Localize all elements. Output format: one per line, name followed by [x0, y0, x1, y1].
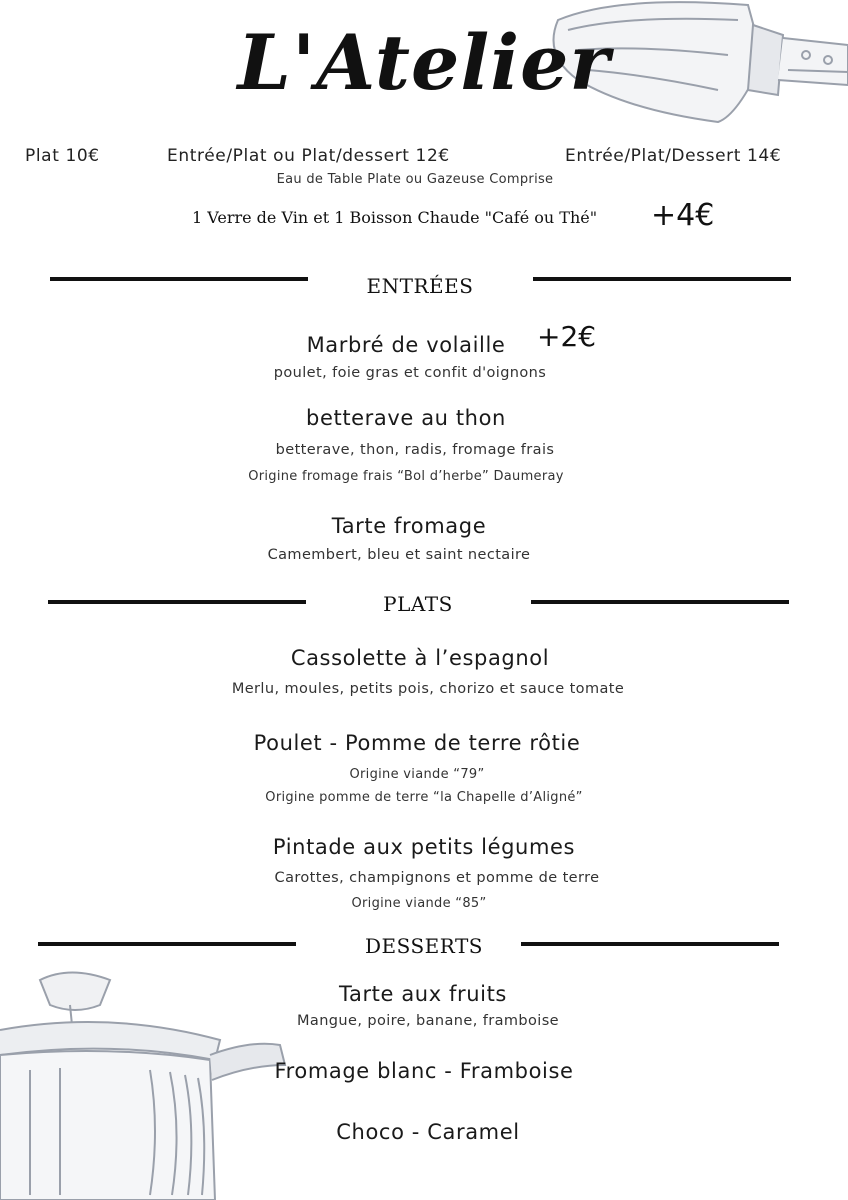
dish-origin: Origine fromage frais “Bol d’herbe” Daumeray — [248, 469, 564, 484]
dish-origin: Origine viande “85” — [351, 896, 487, 911]
section-title-plats: PLATS — [383, 592, 453, 616]
formula-plat-price: Plat 10€ — [25, 146, 100, 166]
dish-name: Choco - Caramel — [336, 1120, 520, 1144]
formula-three-course-price: Entrée/Plat/Dessert 14€ — [565, 146, 782, 166]
wine-coffee-option: 1 Verre de Vin et 1 Boisson Chaude "Café ou Thé" — [192, 208, 598, 227]
dish-name: Tarte fromage — [331, 514, 487, 538]
section-title-desserts: DESSERTS — [364, 934, 484, 958]
formula-two-course-price: Entrée/Plat ou Plat/dessert 12€ — [167, 146, 450, 166]
dish-name: Poulet - Pomme de terre rôtie — [253, 731, 581, 755]
dish-name: Fromage blanc - Framboise — [274, 1059, 574, 1083]
restaurant-title: L'Atelier — [237, 18, 611, 107]
dish-name: Pintade aux petits légumes — [272, 835, 576, 859]
dish-origin: Origine viande “79” — [349, 767, 485, 782]
dish-description: Mangue, poire, banane, framboise — [297, 1013, 559, 1029]
section-title-entrees: ENTRÉES — [366, 274, 474, 298]
dish-origin: Origine pomme de terre “la Chapelle d’Aligné” — [265, 790, 583, 805]
dish-description: betterave, thon, radis, fromage frais — [275, 442, 555, 458]
water-note: Eau de Table Plate ou Gazeuse Comprise — [276, 172, 554, 187]
dish-description: Carottes, champignons et pomme de terre — [274, 870, 600, 886]
dish-name: Cassolette à l’espagnol — [290, 646, 550, 670]
dish-name: Tarte aux fruits — [339, 982, 507, 1006]
dish-surcharge: +2€ — [537, 320, 597, 353]
wine-option-surcharge: +4€ — [651, 198, 715, 233]
dish-description: Camembert, bleu et saint nectaire — [267, 547, 531, 563]
dish-description: Merlu, moules, petits pois, chorizo et sauce tomate — [231, 681, 625, 697]
dish-description: poulet, foie gras et confit d'oignons — [273, 365, 547, 381]
dish-name: betterave au thon — [306, 406, 506, 430]
dish-name: Marbré de volaille — [306, 333, 506, 357]
